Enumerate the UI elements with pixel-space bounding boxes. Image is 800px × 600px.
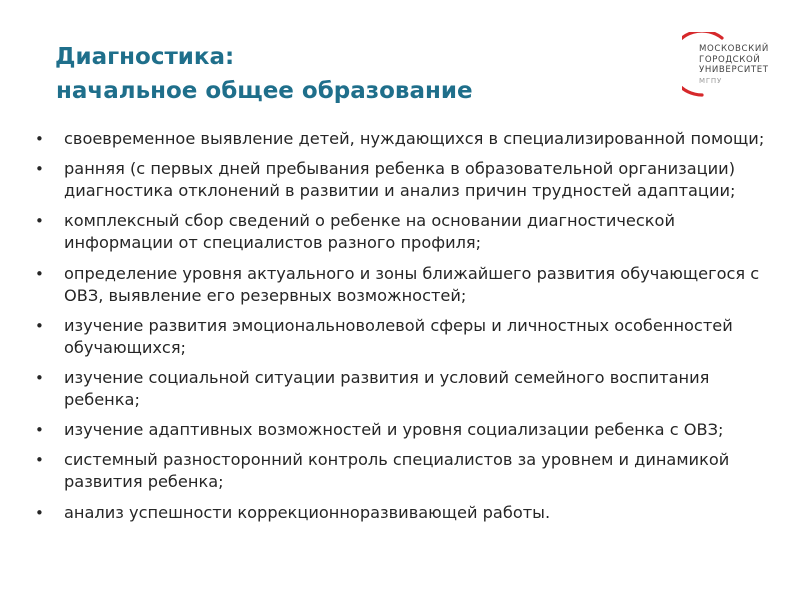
logo-text xyxy=(699,44,769,86)
logo-line-3: УНИВЕРСИТЕТ xyxy=(699,65,769,76)
diagnostics-list xyxy=(35,128,780,532)
list-item-text: изучение развития эмоциональноволевой сферы и личностных особенностей обучающихся; xyxy=(64,315,733,357)
bullet-icon: • xyxy=(35,264,44,283)
list-item-text: комплексный сбор сведений о ребенке на основании диагностической информации от специалистов разного профиля; xyxy=(64,211,675,253)
slide-title xyxy=(55,40,473,108)
list-item xyxy=(35,502,780,524)
logo-sub: МГПУ xyxy=(699,76,723,85)
list-item-text: анализ успешности коррекционноразвивающей работы. xyxy=(64,502,551,522)
list-item xyxy=(35,210,780,254)
list-item-text: определение уровня актуального и зоны ближайшего развития обучающегося с ОВЗ, выявление его резервных возможностей; xyxy=(64,263,760,305)
bullet-icon: • xyxy=(35,160,44,179)
title-line-1: Диагностика: xyxy=(55,44,235,70)
bullet-icon: • xyxy=(35,130,44,148)
list-item-text: изучение адаптивных возможностей и уровня социализации ребенка с ОВЗ; xyxy=(64,420,724,440)
title-line-2: начальное общее образование xyxy=(56,78,473,104)
list-item-text: изучение социальной ситуации развития и условий семейного воспитания ребенка; xyxy=(64,367,710,409)
bullet-icon: • xyxy=(35,503,44,522)
logo-line-1: МОСКОВСКИЙ xyxy=(699,44,769,54)
university-logo xyxy=(682,32,792,102)
list-item xyxy=(35,263,780,307)
list-item-text: своевременное выявление детей, нуждающихся в специализированной помощи; xyxy=(64,129,765,148)
list-item xyxy=(35,158,780,202)
bullet-icon: • xyxy=(35,212,44,231)
list-item xyxy=(35,367,780,411)
list-item-text: системный разносторонний контроль специалистов за уровнем и динамикой развития ребенка; xyxy=(64,450,730,492)
bullet-icon: • xyxy=(35,421,44,440)
bullet-icon: • xyxy=(35,316,44,335)
bullet-icon: • xyxy=(35,368,44,387)
list-item xyxy=(35,449,780,493)
list-item xyxy=(35,128,780,150)
bullet-icon: • xyxy=(35,451,44,470)
list-item xyxy=(35,315,780,359)
list-item-text: ранняя (с первых дней пребывания ребенка в образовательной организации) диагностика отклонений в развитии и анализ причин трудностей адаптации; xyxy=(64,159,736,201)
logo-line-2: ГОРОДСКОЙ xyxy=(699,54,761,65)
list-item xyxy=(35,419,780,441)
